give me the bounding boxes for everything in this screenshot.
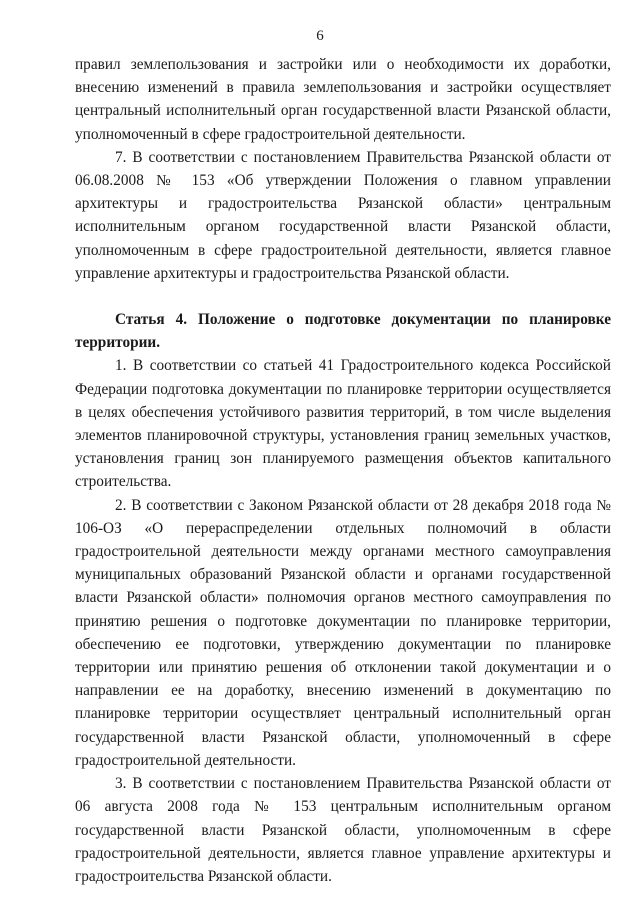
article-4-paragraph-3: 3. В соответствии с постановлением Правительства Рязанской области от 06 августа 2008 года № 153 центральным исполнительным органом государственной власти Рязанской области, уполномоченным в сфере градостроительной деятельности, является главное управление архитектуры и градостроительства Рязанской области. xyxy=(75,775,611,885)
paragraph-spacer xyxy=(75,285,611,308)
paragraph-7: 7. В соответствии с постановлением Правительства Рязанской области от 06.08.2008 № 153 «Об утверждении Положения о главном управлении архитектуры и градостроительства Рязанской области» центральным исполнительным органом государственной власти Рязанской области, уполномоченным в сфере градостроительной деятельности, является главное управление архитектуры и градостроительства Рязанской области. xyxy=(75,148,611,282)
paragraph-continued: правил землепользования и застройки или о необходимости их доработки, внесению изменений в правила землепользования и застройки осуществляет центральный исполнительный орган государственной власти Рязанской области, уполномоченный в сфере градостроительной деятельности. xyxy=(75,56,611,143)
page-number: 6 xyxy=(316,28,324,44)
document-body xyxy=(75,53,611,888)
article-4-paragraph-1: 1. В соответствии со статьей 41 Градостроительного кодекса Российской Федерации подготовка документации по планировке территории осуществляется в целях обеспечения устойчивого развития территорий, в том числе выделения элементов планировочной структуры, установления границ земельных участков, установления границ зон планируемого размещения объектов капитального строительства. xyxy=(75,357,611,491)
article-4-heading: Статья 4. Положение о подготовке документации по планировке территории. xyxy=(75,311,611,352)
article-4-paragraph-2: 2. В соответствии с Законом Рязанской области от 28 декабря 2018 года № 106-ОЗ «О перераспределении отдельных полномочий в области градостроительной деятельности между органами местного самоуправления муниципальных образований Рязанской области и органами государственной власти Рязанской области» полномочия органов местного самоуправления по принятию решения о подготовке документации по планировке территории, обеспечению ее подготовки, утверждению документации по планировке территории или принятию решения об отклонении такой документации и о направлении ее на доработку, внесению изменений в документацию по планировке территории осуществляет центральный исполнительный орган государственной власти Рязанской области, уполномоченный в сфере градостроительной деятельности. xyxy=(75,496,611,769)
